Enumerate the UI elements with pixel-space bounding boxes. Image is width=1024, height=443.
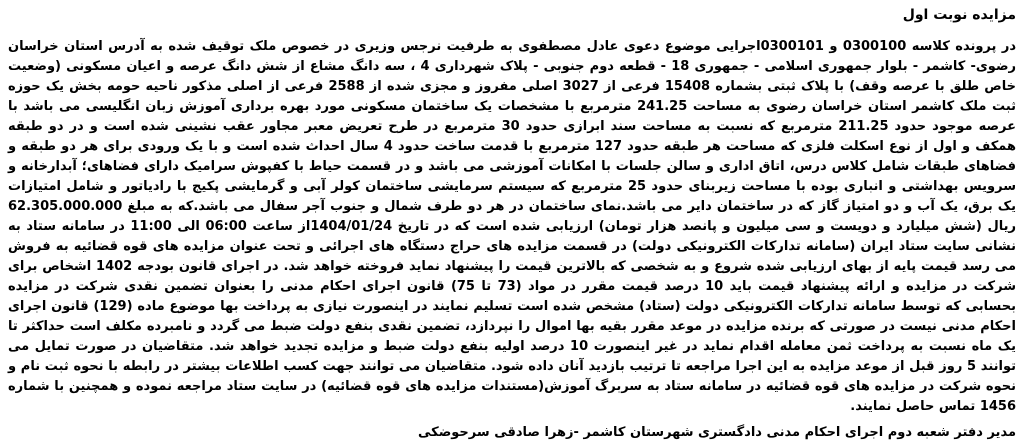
notice-title: مزایده نوبت اول	[902, 7, 1016, 23]
notice-body: در پرونده کلاسه 0300100 و 0300101اجرایی موضوع دعوی عادل مصطفوی به طرفیت نرجس وزیری در خصوص ملک توقیف شده به آدرس استان خراسان رضوی- کاشمر - بلوار جمهوری اسلامی - جمهوری 18 - قطعه دوم جنوبی - پلاک شهرداری 4 ، سه دانگ مشاع از شش دانگ عرصه و اعیان مسکونی (وضعیت خاص طلق با عرصه وقف) با پلاک ثبتی بشماره 15408 فرعی از 3027 اصلی مفروز و مجزی شده از 2588 فرعی از اصلی مذکور ناحیه حومه بخش یک حوزه ثبت ملک کاشمر استان خراسان رضوی به مساحت 241.25 مترمربع با مشخصات یک ساختمان مسکونی مورد بهره برداری آموزش زبان انگلیسی می باشد با عرصه موجود حدود 211.25 مترمربع که نسبت به مساحت سند ابرازی حدود 30 مترمربع در طرح تعریض معبر مجاور عقب نشینی شده است و در دو طبقه همکف و اول از نوع اسکلت فلزی که مساحت هر طبقه حدود 127 مترمربع با قدمت ساخت حدود 4 سال احداث شده است و با یک ورودی برای هر دو طبقه و فضاهای طبقات شامل کلاس درس، اتاق اداری و سالن جلسات با امکانات آموزشی می باشد و در قسمت حیاط با کفپوش سرامیک دارای فضاهای؛ آبدارخانه و سرویس بهداشتی و انباری بوده با مساحت زیربنای حدود 25 مترمربع که سیستم سرمایشی ساختمان کولر آبی و گرمایشی پکیج با رادیاتور و شامل امتیازات یک برق، یک آب و دو امتیاز گاز که در ساختمان دایر می باشد.نمای ساختمان در هر دو طرف شمال و جنوب آجر سفال می باشد.که به مبلغ 62.305.000.000 ریال (شش میلیارد و دویست و سی میلیون و پانصد هزار تومان) ارزیابی شده است که در تاریخ 1404/01/24از ساعت 06:00 الی 11:00 در سامانه ستاد به نشانی سایت ستاد ایران (سامانه تدارکات الکترونیکی دولت) در قسمت مزایده های حراج دستگاه های اجرائی و تحت عنوان مزایده های قوه قضائیه به فروش می رسد قیمت پایه از بهای ارزیابی شده شروع و به شخصی که بالاترین قیمت را پیشنهاد نماید فروخته خواهد شد. در اجرای قانون بودجه 1402 اشخاص برای شرکت در مزایده و ارائه پیشنهاد قیمت باید 10 درصد قیمت مقرر در مواد (73 تا 75) قانون اجرای احکام مدنی را بعنوان تضمین نقدی شرکت در مزایده بحسابی که توسط سامانه تدارکات الکترونیکی دولت (ستاد) مشخص شده است تسلیم نمایند در اینصورت نیازی به پرداخت بها موضوع ماده (129) قانون اجرای احکام مدنی نیست در صورتی که برنده مزایده در موعد مقرر بقیه بها اموال را نپردازد، تضمین نقدی بنفع دولت ضبط می گردد و نامبرده مکلف است حداکثر تا یک ماه نسبت به پرداخت ثمن معامله اقدام نماید در غیر اینصورت 10 درصد اولیه بنفع دولت ضبط و مزایده تجدید خواهد شد. متقاضیان در صورت تمایل می توانند 5 روز قبل از موعد مزایده به این اجرا مراجعه تا ترتیب بازدید آنان داده شود. متقاضیان می توانند جهت کسب اطلاعات بیشتر در رابطه با نحوه ثبت نام و نحوه شرکت در مزایده های قوه قضائیه در سامانه ستاد به سربرگ آموزش(مستندات مزایده های قوه قضائیه) در سایت ستاد مراجعه نموده و همچنین با شماره 1456 تماس حاصل نمایند.	[8, 39, 1017, 414]
notice-signature: مدیر دفتر شعبه دوم اجرای احکام مدنی دادگستری شهرستان کاشمر -زهرا صادقی سرحوضکی	[418, 425, 1016, 440]
